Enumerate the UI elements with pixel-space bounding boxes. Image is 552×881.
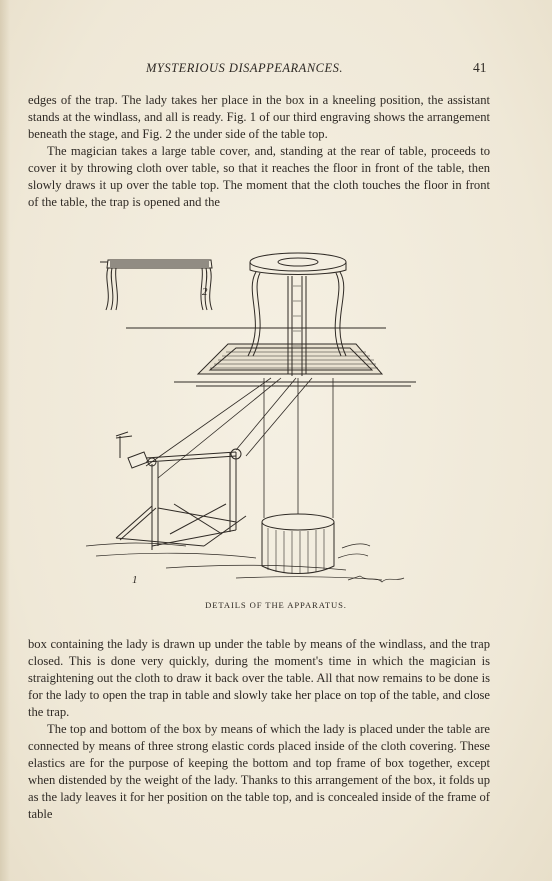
running-title: MYSTERIOUS DISAPPEARANCES. [146,61,344,75]
figure-label-2: 2 [202,286,208,298]
apparatus-illustration [86,246,426,596]
paragraph: The top and bottom of the box by means of which the lady is placed under the table are connected by means of three strong elastic cords placed inside of the cloth covering. These elastics are for the purpose of keeping the bottom and top frame of box together, except when distended by the weight of the lady. Thanks to this arrangement of the box, it folds up as the lady leaves it for her position on the table top, and is concealed inside of the frame of table [28,722,490,821]
folding-box-drawing [262,514,334,574]
figure-caption: DETAILS OF THE APPARATUS. [205,600,347,610]
windlass-drawing [116,432,246,550]
paragraph: edges of the trap. The lady takes her place in the box in a kneeling position, the assistant stands at the windlass, and all is ready. Fig. 1 of our third engraving shows the arrangement beneath the stage, and Fig. 2 the under side of the table top. [28,93,490,141]
page-number: 41 [473,60,487,75]
page-gutter-shadow [0,0,10,881]
paragraph: box containing the lady is drawn up under the table by means of the windlass, and the trap closed. This is done very quickly, during the moment's time in which the magician is straightening out the cloth to draw it back over the table. All that now remains to be done is for the lady to open the trap in table and slowly take her place on top of the table, and close the trap. [28,637,490,719]
body-text-top [28,92,490,211]
figure-label-1: 1 [132,574,138,586]
paragraph: The magician takes a large table cover, and, standing at the rear of table, proceeds to cover it by throwing cloth over table, so that it reaches the floor in front of the table, then slowly draws it up over the table top. The moment that the cloth touches the floor in front of the table, the trap is opened and the [28,144,490,209]
table-underside-drawing [100,260,212,310]
apparatus-engraving [86,246,426,596]
body-text-bottom [28,636,490,823]
stage-floor-drawing [126,328,416,386]
